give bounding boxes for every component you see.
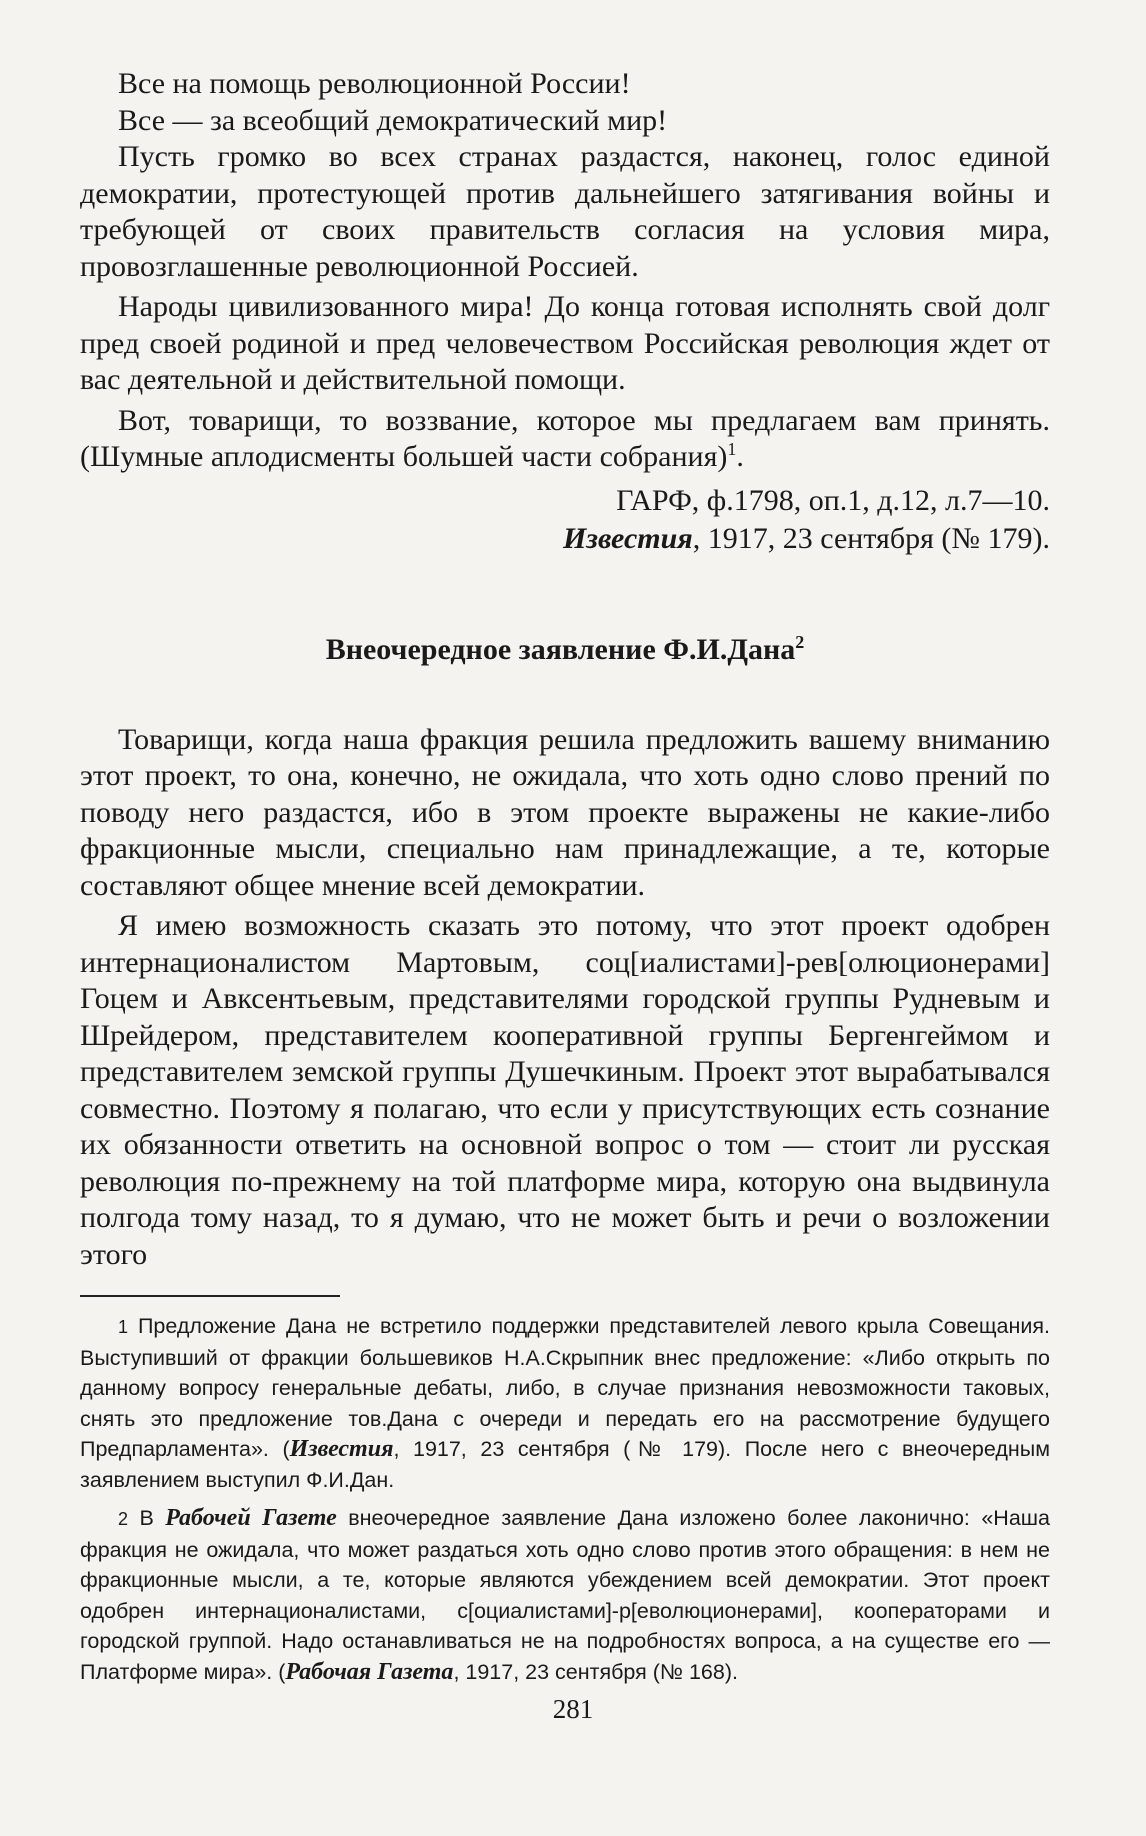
footnote-1-source: Известия [289, 1436, 394, 1462]
source-archive: ГАРФ, ф.1798, оп.1, д.12, л.7—10. [616, 483, 1050, 517]
page-body [80, 66, 1050, 1687]
intro-paragraph-2: Народы цивилизованного мира! До конца готовая исполнять свой долг пред своей родиной и пред человечеством Российская революция ждет от вас деятельной и действительной помощи. [80, 290, 1050, 396]
page-number: 281 [552, 1694, 594, 1724]
footnote-2-text-b: внеочередное заявление Дана изложено более лаконично: «Наша фракция не ожидала, что может раздаться хоть одно слово против этого обращения: в нем не фракционные мысли, а те, которые являются убеждением всей демократии. Этот проект одобрен интернационалистами, с[оциалистами]-р[еволюционерами], кооператорами и городской группой. Надо останавливаться не на подробностях вопроса, а на существе его — Платформе мира». ( [80, 1506, 1050, 1684]
intro-paragraph-1: Пусть громко во всех странах раздастся, наконец, голос единой демократии, протестующей против дальнейшего затягивания войны и требующей от своих правительств согласия на условия мира, провозглашенные революционной Россией. [80, 140, 1050, 283]
source-newspaper [80, 520, 1050, 558]
footnote-1-number: 1 [118, 1317, 129, 1337]
footnote-2-text-a: В [139, 1506, 166, 1530]
footnote-2 [80, 1503, 1050, 1687]
intro-paragraph-3-text: Вот, товарищи, то воззвание, которое мы предлагаем вам принять. (Шумные аплодисменты большей части собрания) [80, 403, 1050, 473]
footnote-2-source-2: Рабочая Газета [285, 1658, 454, 1685]
footnote-divider [80, 1295, 340, 1297]
footnote-1-text-a: Предложение Дана не встретило поддержки представителей левого крыла Совещания. Выступивший от фракции большевиков Н.А.Скрыпник внес предложение: «Либо открыть по данному вопросу генеральные дебаты, либо, в случае признания невозможности таковых, снять это предложение тов.Дана с очереди и передать его на рассмотрение будущего Предпарламента». ( [80, 1314, 1050, 1461]
footnote-1 [80, 1311, 1050, 1495]
section-title-text: Внеочередное заявление Ф.И.Дана [325, 632, 796, 666]
footnote-1-text-b: , 1917, 23 сентября (№ 179). После него с внеочередным заявлением выступил Ф.И.Дан. [80, 1437, 1050, 1492]
section-title [80, 632, 1050, 668]
section-paragraph-2: Я имею возможность сказать это потому, что этот проект одобрен интернационалистом Мартовым, соц[иалистами]-рев[олюционерами] Гоцем и Авксентьевым, представителями городской группы Рудневым и Шрейдером, представителем кооперативной группы Бергенгеймом и представителем земской группы Душечкиным. Проект этот вырабатывался совместно. Поэтому я полагаю, что если у присутствующих есть сознание их обязанности ответить на основной вопрос о том — стоит ли русская революция по-прежнему на той платформе мира, которую она выдвинула полгода тому назад, то я думаю, что не может быть и речи о возложении этого [80, 909, 1050, 1271]
intro-line-2: Все — за всеобщий демократический мир! [118, 103, 668, 137]
source-newspaper-name: Известия [562, 521, 693, 555]
footnote-ref-2[interactable]: 2 [795, 631, 805, 652]
footnote-2-text-c: , 1917, 23 сентября (№ 168). [453, 1659, 738, 1684]
footnote-2-source-1: Рабочей Газете [165, 1505, 337, 1531]
section-paragraph-1: Товарищи, когда наша фракция решила предложить вашему вниманию этот проект, то она, конечно, не ожидала, что хоть одно слово прений по поводу него раздастся, ибо в этом проекте выражены не какие-либо фракционные мысли, специально нам принадлежащие, а те, которые составляют общее мнение всей демократии. [80, 722, 1050, 902]
source-newspaper-details: , 1917, 23 сентября (№ 179). [692, 521, 1050, 555]
footnote-ref-1[interactable]: 1 [727, 439, 737, 459]
intro-paragraph-3: Вот, товарищи, то воззвание, которое мы предлагаем вам принять. (Шумные аплодисменты большей части собрания)$^1$. [80, 403, 1050, 473]
intro-line-1: Все на помощь революционной России! [118, 67, 631, 100]
footnote-2-number: 2 [118, 1509, 129, 1529]
